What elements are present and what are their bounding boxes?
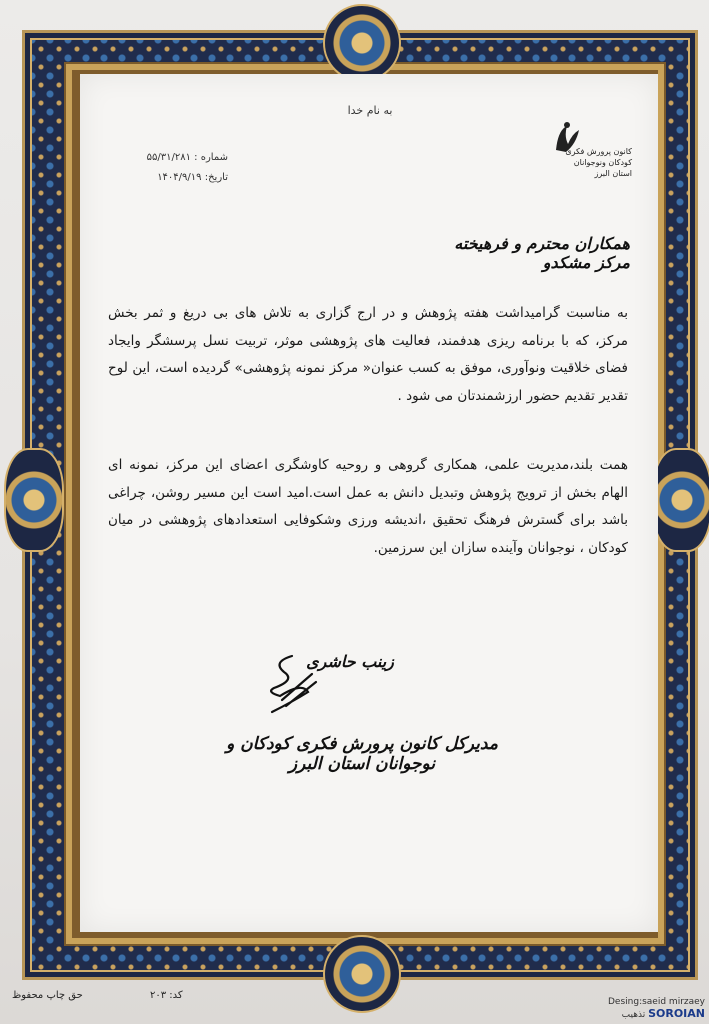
copyright-notice: حق چاپ محفوظ — [12, 990, 83, 1001]
designer-name: Desing:saeid mirzaey — [608, 997, 705, 1007]
bottom-medallion-ornament — [323, 935, 401, 1013]
designer-credit — [575, 996, 705, 1021]
handwritten-signature — [262, 652, 322, 716]
print-code: کد: ۲۰۳ — [150, 990, 183, 1001]
designer-label-fa: تذهیب — [621, 1010, 646, 1020]
left-medallion-ornament — [4, 448, 64, 552]
top-medallion-ornament — [323, 4, 401, 82]
letter-paragraph-1: به مناسبت گرامیداشت هفته پژوهش و در ارج گزاری به تلاش های بی دریغ و ثمر بخش مرکز، که با برنامه ریزی هدفمند، فعالیت های پژوهشی موثر، تربیت نسل پرسشگر وایجاد فضای خلاقیت ونوآوری، موفق به کسب عنوان« مرکز نمونه پژوهشی» گردیده است، این لوح تقدیر تقدیم حضور ارزشمندتان می شود . — [108, 305, 628, 404]
date-label: تاریخ: — [204, 172, 228, 183]
number-label: شماره : — [194, 152, 228, 163]
letter-paragraph-2: همت بلند،مدیریت علمی، همکاری گروهی و روحیه کاوشگری اعضای این مرکز، نمونه ای الهام بخش از ترویج پژوهش وتبدیل دانش به عمل است.امید است این مسیر روشن، چراغی باشد برای گسترش فرهنگ تحقیق ،اندیشه ورزی وشکوفایی استعدادهای پژوهشی در میان کودکان ، نوجوانان وآینده سازان این سرزمین. — [108, 457, 628, 556]
logo-caption — [548, 146, 632, 179]
signer-title: مدیرکل کانون پرورش فکری کودکان و نوجوانان استان البرز — [226, 734, 498, 774]
organization-logo — [548, 120, 632, 194]
logo-line-1: کانون پرورش فکری — [565, 147, 632, 156]
logo-line-3: استان البرز — [594, 169, 632, 178]
signer-name: زینب حاشری — [306, 652, 394, 671]
right-medallion-ornament — [652, 448, 709, 552]
letter-greeting: همکاران محترم و فرهیخته مرکز مشکدو — [454, 234, 630, 272]
designer-brand: SOROIAN — [648, 1007, 705, 1020]
letter-metadata — [118, 148, 228, 188]
logo-line-2: کودکان ونوجوانان — [573, 158, 632, 167]
basmala-heading: به نام خدا — [347, 104, 393, 117]
date-value: ۱۴۰۴/۹/۱۹ — [157, 172, 202, 183]
letter-date-row — [118, 168, 228, 188]
number-value: ۵۵/۳۱/۲۸۱ — [146, 152, 191, 163]
designer-brand-row — [575, 1008, 705, 1021]
letter-number-row — [118, 148, 228, 168]
